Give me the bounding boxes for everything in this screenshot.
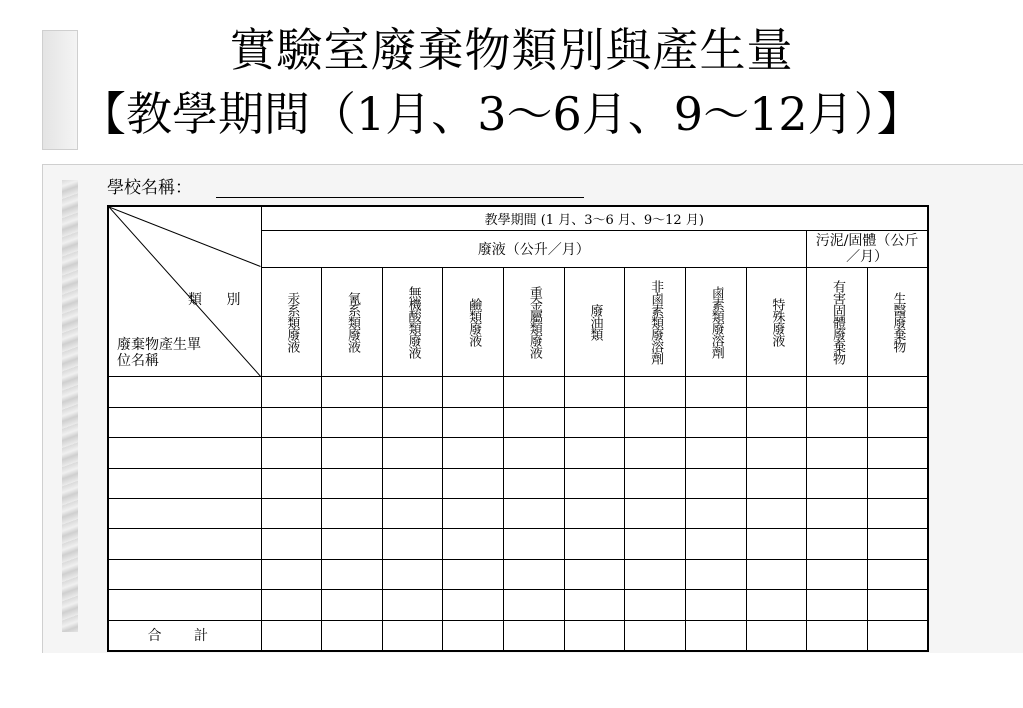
col-header: [807, 267, 868, 376]
table-cell[interactable]: [685, 377, 746, 407]
table-cell[interactable]: [564, 559, 625, 589]
waste-table: [107, 205, 929, 652]
page-title: 實驗室廢棄物類別與產生量: [229, 23, 794, 77]
table-cell[interactable]: [382, 590, 443, 620]
unit-name-cell[interactable]: [108, 438, 261, 468]
table-cell[interactable]: [322, 620, 383, 651]
table-cell[interactable]: [443, 590, 504, 620]
col-header: [625, 267, 686, 376]
table-row: [108, 377, 928, 407]
table-cell[interactable]: [504, 529, 565, 559]
table-cell[interactable]: [746, 590, 807, 620]
table-cell[interactable]: [746, 559, 807, 589]
table-cell[interactable]: [564, 407, 625, 437]
col-header-label: 生醫廢棄物: [890, 292, 906, 353]
table-cell[interactable]: [261, 590, 322, 620]
col-header: [504, 267, 565, 376]
table-cell[interactable]: [443, 620, 504, 651]
col-header-label: 重金屬類廢液: [526, 286, 542, 359]
col-header-label: 特殊廢液: [769, 298, 785, 347]
table-cell[interactable]: [261, 559, 322, 589]
table-cell[interactable]: [322, 438, 383, 468]
col-header-label: 鹵素類廢溶劑: [708, 286, 724, 359]
table-cell[interactable]: [322, 407, 383, 437]
table-cell[interactable]: [625, 590, 686, 620]
table-cell[interactable]: [322, 559, 383, 589]
col-header-label: 鹼類廢液: [466, 298, 482, 347]
table-cell[interactable]: [443, 407, 504, 437]
table-cell[interactable]: [807, 498, 868, 528]
table-cell[interactable]: [322, 529, 383, 559]
table-cell[interactable]: [685, 559, 746, 589]
table-cell[interactable]: [746, 407, 807, 437]
unit-name-cell[interactable]: [108, 590, 261, 620]
total-label: 合 計: [108, 620, 261, 651]
school-name-label: 學校名稱：: [107, 178, 192, 198]
sludge-header-text: 污泥/固體（公斤／月）: [815, 233, 919, 266]
period-header: 教學期間 (1 月、3～6 月、9～12 月): [261, 206, 928, 231]
table-cell[interactable]: [504, 438, 565, 468]
table-row: [108, 590, 928, 620]
table-cell[interactable]: [382, 620, 443, 651]
table-cell[interactable]: [261, 529, 322, 559]
table-cell[interactable]: [807, 407, 868, 437]
table-cell[interactable]: [867, 377, 928, 407]
col-header: [261, 267, 322, 376]
table-cell[interactable]: [746, 620, 807, 651]
table-cell[interactable]: [867, 620, 928, 651]
table-cell[interactable]: [746, 498, 807, 528]
table-cell[interactable]: [746, 468, 807, 498]
unit-name-cell[interactable]: [108, 498, 261, 528]
table-cell[interactable]: [807, 529, 868, 559]
col-header-label: 有害固體廢棄物: [829, 280, 845, 365]
col-header: [746, 267, 807, 376]
table-cell[interactable]: [685, 468, 746, 498]
liquid-header: 廢液（公升／月）: [261, 231, 807, 267]
table-cell[interactable]: [443, 468, 504, 498]
table-row: [108, 498, 928, 528]
col-header-label: 氰系類廢液: [344, 292, 360, 353]
table-cell[interactable]: [685, 620, 746, 651]
table-cell[interactable]: [625, 377, 686, 407]
col-header: [443, 267, 504, 376]
table-cell[interactable]: [564, 529, 625, 559]
table-cell[interactable]: [746, 438, 807, 468]
table-cell[interactable]: [564, 590, 625, 620]
table-cell[interactable]: [261, 407, 322, 437]
table-cell[interactable]: [504, 407, 565, 437]
col-header-label: 汞系類廢液: [284, 292, 300, 353]
table-cell[interactable]: [746, 529, 807, 559]
table-row: [108, 438, 928, 468]
corner-unit-text: 廢棄物產生單位名稱: [117, 337, 201, 369]
table-cell[interactable]: [867, 438, 928, 468]
table-cell[interactable]: [504, 377, 565, 407]
col-header: [867, 267, 928, 376]
table-cell[interactable]: [382, 468, 443, 498]
table-cell[interactable]: [685, 438, 746, 468]
table-cell[interactable]: [382, 498, 443, 528]
col-header: [685, 267, 746, 376]
table-cell[interactable]: [261, 468, 322, 498]
unit-name-cell[interactable]: [108, 407, 261, 437]
table-cell[interactable]: [625, 559, 686, 589]
col-header: [382, 267, 443, 376]
page-subtitle: 【教學期間（1月、3～6月、9～12月）】: [80, 87, 923, 141]
table-cell[interactable]: [443, 498, 504, 528]
table-cell[interactable]: [443, 559, 504, 589]
table-cell[interactable]: [322, 468, 383, 498]
col-header-label: 廢油類: [587, 304, 603, 341]
col-header: [322, 267, 383, 376]
table-cell[interactable]: [443, 377, 504, 407]
marble-strip: [62, 180, 78, 632]
table-row: [108, 529, 928, 559]
table-cell[interactable]: [625, 529, 686, 559]
col-header-label: 無機酸類廢液: [405, 286, 421, 359]
table-cell[interactable]: [807, 590, 868, 620]
col-header-label: 非鹵素類廢溶劑: [648, 280, 664, 365]
table-cell[interactable]: [625, 468, 686, 498]
table-cell[interactable]: [504, 590, 565, 620]
table-cell[interactable]: [322, 590, 383, 620]
table-cell[interactable]: [867, 498, 928, 528]
table-cell[interactable]: [261, 438, 322, 468]
corner-category-label: 類 別: [188, 292, 251, 308]
table-row: [108, 407, 928, 437]
table-cell[interactable]: [867, 559, 928, 589]
table-cell[interactable]: [261, 498, 322, 528]
table-cell[interactable]: [504, 498, 565, 528]
table-cell[interactable]: [382, 438, 443, 468]
unit-name-cell[interactable]: [108, 559, 261, 589]
col-header: [564, 267, 625, 376]
table-cell[interactable]: [443, 529, 504, 559]
table-cell[interactable]: [625, 438, 686, 468]
table-cell[interactable]: [504, 468, 565, 498]
table-cell[interactable]: [564, 468, 625, 498]
table-cell[interactable]: [261, 377, 322, 407]
table-cell[interactable]: [807, 468, 868, 498]
table-cell[interactable]: [867, 407, 928, 437]
table-cell[interactable]: [564, 438, 625, 468]
table-row: [108, 468, 928, 498]
table-cell[interactable]: [625, 498, 686, 528]
table-cell[interactable]: [867, 468, 928, 498]
unit-name-cell[interactable]: [108, 468, 261, 498]
table-cell[interactable]: [685, 590, 746, 620]
table-cell[interactable]: [685, 529, 746, 559]
table-cell[interactable]: [504, 559, 565, 589]
table-cell[interactable]: [867, 529, 928, 559]
table-cell[interactable]: [807, 559, 868, 589]
table-cell[interactable]: [504, 620, 565, 651]
unit-name-cell[interactable]: [108, 529, 261, 559]
table-cell[interactable]: [807, 438, 868, 468]
table-cell[interactable]: [382, 559, 443, 589]
table-cell[interactable]: [685, 498, 746, 528]
table-cell[interactable]: [261, 620, 322, 651]
table-cell[interactable]: [746, 377, 807, 407]
corner-unit-label: [117, 337, 201, 369]
table-cell[interactable]: [564, 377, 625, 407]
table-cell[interactable]: [807, 620, 868, 651]
table-cell[interactable]: [382, 377, 443, 407]
table-cell[interactable]: [625, 620, 686, 651]
unit-name-cell[interactable]: [108, 377, 261, 407]
school-name-field[interactable]: [216, 197, 584, 198]
table-cell[interactable]: [382, 407, 443, 437]
table-row: [108, 559, 928, 589]
table-cell[interactable]: [564, 620, 625, 651]
table-cell[interactable]: [322, 377, 383, 407]
table-cell[interactable]: [382, 529, 443, 559]
table-cell[interactable]: [443, 438, 504, 468]
table-cell[interactable]: [867, 590, 928, 620]
sludge-header: [807, 231, 928, 267]
table-corner-cell: [108, 206, 261, 377]
table-cell[interactable]: [564, 498, 625, 528]
table-cell[interactable]: [625, 407, 686, 437]
table-cell[interactable]: [807, 377, 868, 407]
table-cell[interactable]: [322, 498, 383, 528]
table-body: [108, 377, 928, 620]
total-row: [108, 620, 928, 651]
table-cell[interactable]: [685, 407, 746, 437]
